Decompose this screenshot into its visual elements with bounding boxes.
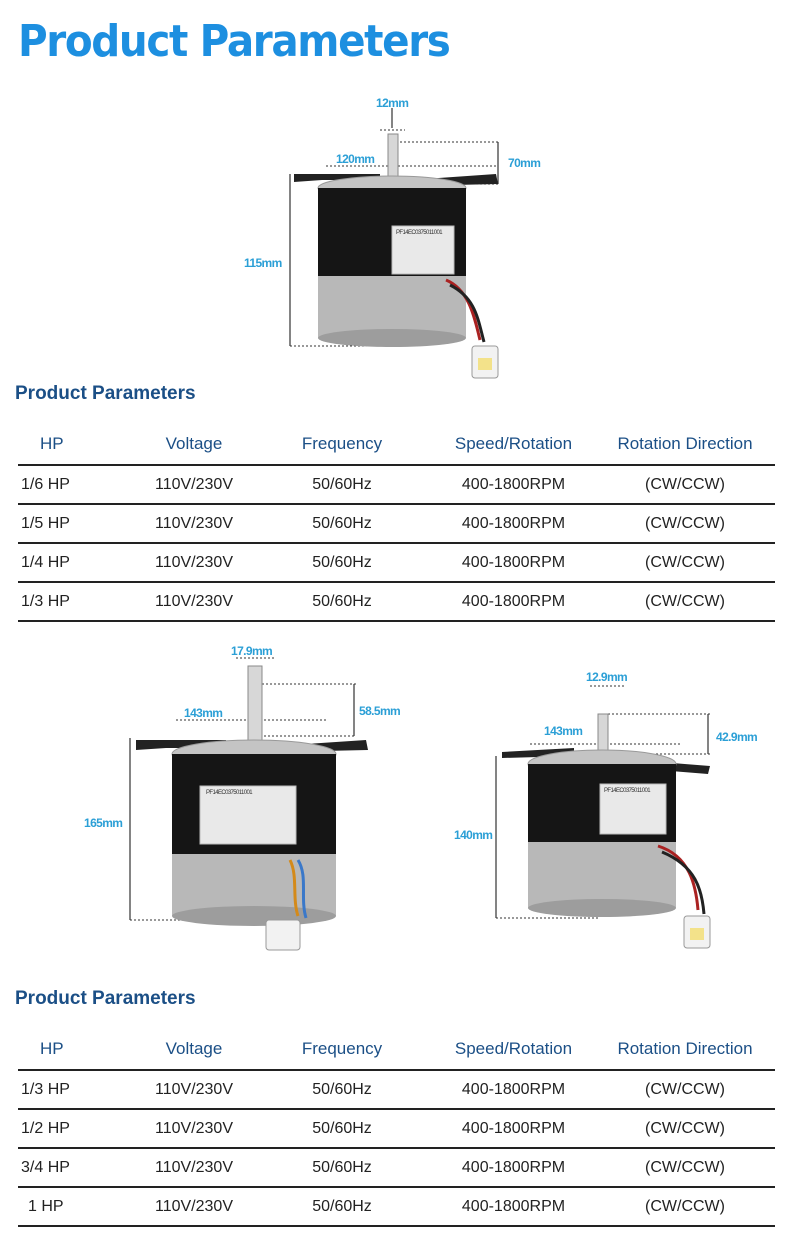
mount-width-label: 143mm <box>544 724 583 738</box>
column-header-hp: HP <box>18 1028 136 1070</box>
cell-hp: 1 HP <box>18 1187 136 1226</box>
mount-width-label: 143mm <box>184 706 223 720</box>
cell-speed: 400-1800RPM <box>432 465 595 504</box>
cell-frequency: 50/60Hz <box>252 504 432 543</box>
motor-image-2 <box>76 636 426 966</box>
motor-height-label: 115mm <box>244 256 282 270</box>
shaft-diameter-label: 17.9mm <box>231 644 273 658</box>
cell-rotation: (CW/CCW) <box>595 582 775 621</box>
cell-rotation: (CW/CCW) <box>595 543 775 582</box>
motor-label-text: PF14EC0375011001 <box>396 230 442 236</box>
motor-label-text: PF14EC0375011001 <box>604 788 650 794</box>
motor-illustration <box>240 90 560 390</box>
cell-speed: 400-1800RPM <box>432 543 595 582</box>
shaft-length-label: 70mm <box>508 156 541 170</box>
mount-width-label: 120mm <box>336 152 375 166</box>
cell-rotation: (CW/CCW) <box>595 1109 775 1148</box>
section-title-1: Product Parameters <box>15 383 196 404</box>
motor-image-3 <box>450 664 780 964</box>
shaft-diameter-label: 12mm <box>376 96 409 110</box>
table-row <box>18 1070 775 1109</box>
page-title: Product Parameters <box>18 16 450 67</box>
cell-speed: 400-1800RPM <box>432 504 595 543</box>
motor-illustration <box>450 664 780 964</box>
table-row <box>18 465 775 504</box>
cell-hp: 1/6 HP <box>18 465 136 504</box>
motor-height-label: 165mm <box>84 816 123 830</box>
cell-hp: 1/5 HP <box>18 504 136 543</box>
motor-label-text: PF14EC0375011001 <box>206 790 252 796</box>
column-header-frequency: Frequency <box>252 423 432 465</box>
table-header-row <box>18 423 775 465</box>
cell-hp: 1/4 HP <box>18 543 136 582</box>
cell-speed: 400-1800RPM <box>432 1109 595 1148</box>
section-title-2: Product Parameters <box>15 988 196 1009</box>
cell-rotation: (CW/CCW) <box>595 465 775 504</box>
table-row <box>18 1187 775 1226</box>
cell-frequency: 50/60Hz <box>252 1148 432 1187</box>
cell-frequency: 50/60Hz <box>252 1187 432 1226</box>
cell-frequency: 50/60Hz <box>252 465 432 504</box>
cell-speed: 400-1800RPM <box>432 1070 595 1109</box>
column-header-voltage: Voltage <box>136 423 252 465</box>
table-row <box>18 1148 775 1187</box>
motor-height-label: 140mm <box>454 828 493 842</box>
column-header-speed: Speed/Rotation <box>432 1028 595 1070</box>
column-header-rotation: Rotation Direction <box>595 423 775 465</box>
cell-voltage: 110V/230V <box>136 543 252 582</box>
cell-speed: 400-1800RPM <box>432 1187 595 1226</box>
cell-rotation: (CW/CCW) <box>595 1070 775 1109</box>
table-header-row <box>18 1028 775 1070</box>
cell-hp: 1/3 HP <box>18 582 136 621</box>
cell-voltage: 110V/230V <box>136 1148 252 1187</box>
cell-voltage: 110V/230V <box>136 504 252 543</box>
column-header-voltage: Voltage <box>136 1028 252 1070</box>
cell-speed: 400-1800RPM <box>432 582 595 621</box>
parameters-table-1 <box>18 423 775 622</box>
cell-voltage: 110V/230V <box>136 582 252 621</box>
column-header-speed: Speed/Rotation <box>432 423 595 465</box>
table-row <box>18 543 775 582</box>
motor-image-1 <box>240 90 560 390</box>
column-header-frequency: Frequency <box>252 1028 432 1070</box>
cell-hp: 1/3 HP <box>18 1070 136 1109</box>
table-row <box>18 582 775 621</box>
cell-frequency: 50/60Hz <box>252 1109 432 1148</box>
cell-hp: 3/4 HP <box>18 1148 136 1187</box>
cell-voltage: 110V/230V <box>136 1109 252 1148</box>
column-header-rotation: Rotation Direction <box>595 1028 775 1070</box>
cell-rotation: (CW/CCW) <box>595 1148 775 1187</box>
shaft-diameter-label: 12.9mm <box>586 670 628 684</box>
motor-illustration <box>76 636 426 966</box>
table-row <box>18 1109 775 1148</box>
cell-frequency: 50/60Hz <box>252 582 432 621</box>
cell-voltage: 110V/230V <box>136 1070 252 1109</box>
column-header-hp: HP <box>18 423 136 465</box>
shaft-length-label: 58.5mm <box>359 704 401 718</box>
cell-speed: 400-1800RPM <box>432 1148 595 1187</box>
cell-voltage: 110V/230V <box>136 465 252 504</box>
cell-frequency: 50/60Hz <box>252 1070 432 1109</box>
cell-rotation: (CW/CCW) <box>595 1187 775 1226</box>
parameters-table-2 <box>18 1028 775 1227</box>
cell-frequency: 50/60Hz <box>252 543 432 582</box>
table-row <box>18 504 775 543</box>
shaft-length-label: 42.9mm <box>716 730 758 744</box>
cell-rotation: (CW/CCW) <box>595 504 775 543</box>
cell-voltage: 110V/230V <box>136 1187 252 1226</box>
cell-hp: 1/2 HP <box>18 1109 136 1148</box>
